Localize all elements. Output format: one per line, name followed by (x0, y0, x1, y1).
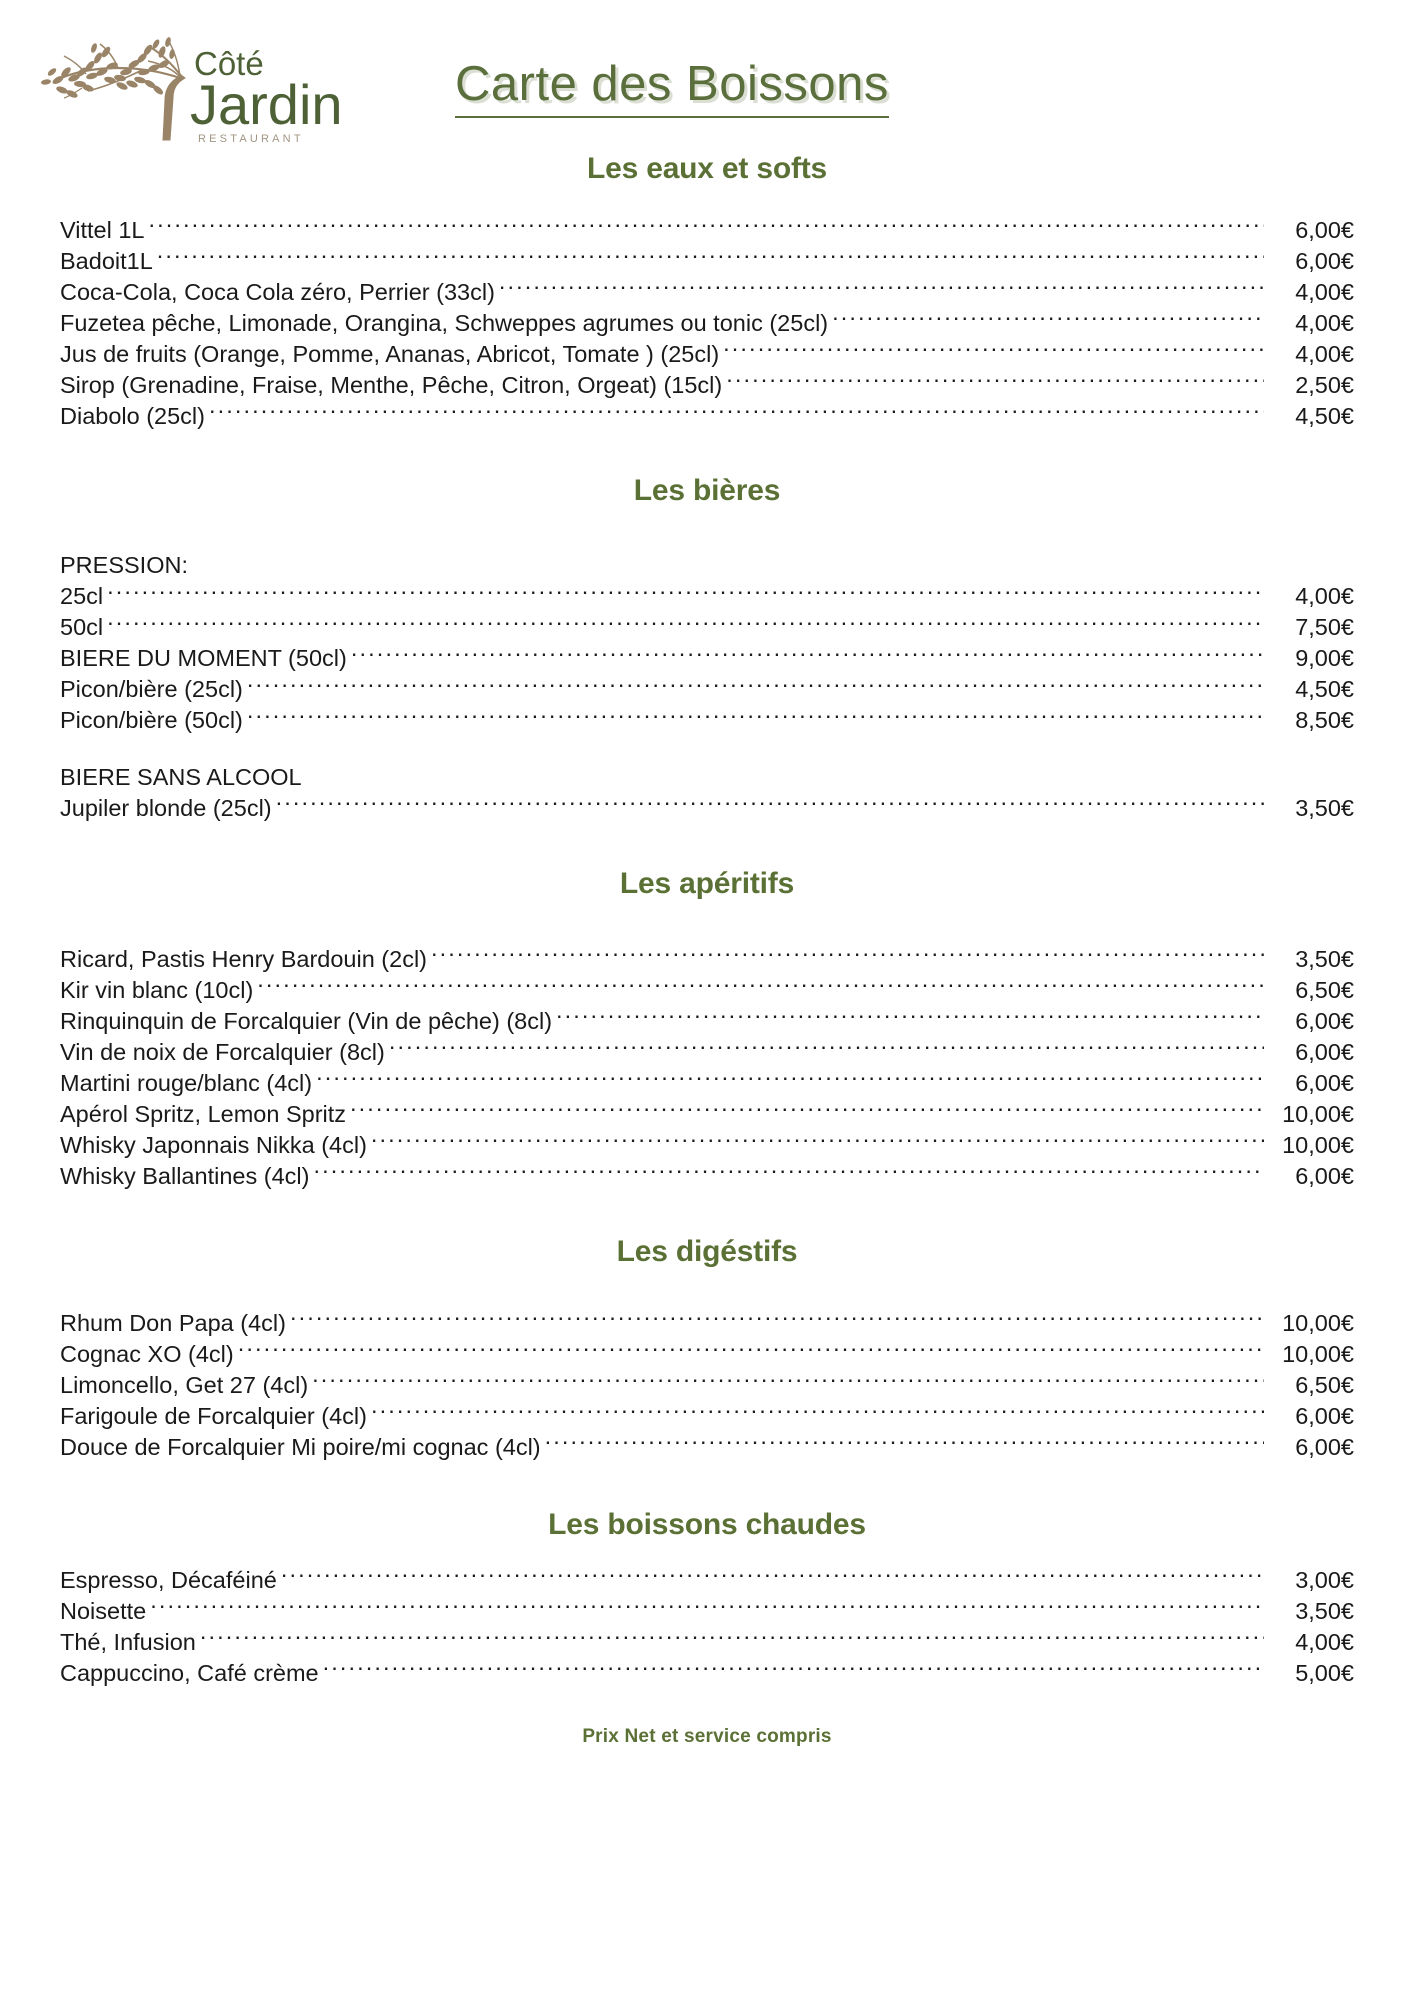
item-price: 3,50€ (1295, 1597, 1354, 1624)
menu-row (60, 1595, 1354, 1626)
dot-leader (431, 943, 1264, 967)
item-name: Vin de noix de Forcalquier (8cl) (60, 1038, 385, 1065)
page-title: Carte des Boissons (455, 56, 889, 118)
item-price: 3,50€ (1295, 794, 1354, 821)
dot-leader (545, 1431, 1264, 1455)
section-bieres (0, 474, 1414, 823)
dot-leader (313, 1160, 1264, 1184)
item-name: Fuzetea pêche, Limonade, Orangina, Schweppes agrumes ou tonic (25cl) (60, 309, 829, 336)
menu-row (60, 643, 1354, 674)
item-name: Limoncello, Get 27 (4cl) (60, 1371, 309, 1398)
section-items (0, 1564, 1414, 1688)
menu-row (60, 612, 1354, 643)
item-name: Jupiler blonde (25cl) (60, 794, 272, 821)
menu-row (60, 674, 1354, 705)
dot-leader (149, 214, 1265, 238)
spacer (60, 736, 1354, 762)
menu-row (60, 792, 1354, 823)
dot-leader (157, 245, 1264, 269)
item-price: 8,50€ (1295, 707, 1354, 733)
dot-leader (276, 792, 1264, 816)
brand-subtitle: RESTAURANT (198, 133, 304, 145)
dot-leader (107, 612, 1264, 636)
item-name: Picon/bière (50cl) (60, 707, 243, 733)
item-name: Ricard, Pastis Henry Bardouin (2cl) (60, 945, 427, 972)
menu-row (60, 1626, 1354, 1657)
menu-row (60, 1005, 1354, 1036)
dot-leader (499, 276, 1264, 300)
item-price: 6,50€ (1295, 1371, 1354, 1398)
item-name: Jus de fruits (Orange, Pomme, Ananas, Abricot, Tomate ) (25cl) (60, 340, 720, 367)
section-eaux-et-softs (0, 152, 1414, 431)
menu-row (60, 276, 1354, 307)
item-price: 10,00€ (1282, 1340, 1354, 1367)
menu-row (60, 1098, 1354, 1129)
dot-leader (371, 1129, 1264, 1153)
item-name: Kir vin blanc (10cl) (60, 976, 254, 1003)
dot-leader (150, 1595, 1264, 1619)
dot-leader (238, 1338, 1264, 1362)
section-items (0, 943, 1414, 1191)
menu-row (60, 1129, 1354, 1160)
item-name: 50cl (60, 614, 104, 640)
dot-leader (281, 1564, 1264, 1588)
item-price: 6,00€ (1295, 216, 1354, 243)
section-items (0, 550, 1414, 823)
dot-leader (726, 369, 1264, 393)
item-price: 6,00€ (1295, 1069, 1354, 1096)
item-name: Thé, Infusion (60, 1628, 196, 1655)
item-name: Vittel 1L (60, 216, 145, 243)
subsection-heading-sans-alcool: BIERE SANS ALCOOL (60, 763, 302, 790)
dot-leader (247, 705, 1264, 729)
dot-leader (556, 1005, 1264, 1029)
section-aperitifs (0, 867, 1414, 1191)
item-price: 3,50€ (1295, 945, 1354, 972)
item-price: 6,00€ (1295, 1402, 1354, 1429)
dot-leader (316, 1067, 1264, 1091)
item-name: Cognac XO (4cl) (60, 1340, 234, 1367)
item-price: 5,00€ (1295, 1659, 1354, 1686)
menu-row (60, 1036, 1354, 1067)
restaurant-logo (22, 28, 362, 148)
item-name: Farigoule de Forcalquier (4cl) (60, 1402, 367, 1429)
brand-name-small: Côté (194, 45, 264, 82)
item-name: Cappuccino, Café crème (60, 1659, 319, 1686)
item-name: Rinquinquin de Forcalquier (Vin de pêche) (8cl) (60, 1007, 553, 1034)
section-title: Les boissons chaudes (548, 1508, 866, 1541)
dot-leader (323, 1657, 1264, 1681)
item-name: Whisky Japonnais Nikka (4cl) (60, 1131, 367, 1158)
olive-tree-icon (22, 28, 362, 148)
item-price: 7,50€ (1295, 614, 1354, 640)
dot-leader (723, 338, 1264, 362)
menu-row (60, 400, 1354, 431)
dot-leader (312, 1369, 1264, 1393)
dot-leader (350, 1098, 1264, 1122)
menu-row (60, 1369, 1354, 1400)
item-name: Rhum Don Papa (4cl) (60, 1309, 286, 1336)
item-price: 10,00€ (1282, 1309, 1354, 1336)
page-header (0, 0, 1414, 150)
item-name: Badoit1L (60, 247, 153, 274)
brand-name-large: Jardin (190, 73, 343, 136)
item-price: 2,50€ (1295, 371, 1354, 398)
dot-leader (209, 400, 1264, 424)
menu-row (60, 581, 1354, 612)
item-name: Martini rouge/blanc (4cl) (60, 1069, 313, 1096)
dot-leader (257, 974, 1264, 998)
item-price: 4,50€ (1295, 676, 1354, 702)
footer-note: Prix Net et service compris (582, 1726, 832, 1747)
dot-leader (371, 1400, 1264, 1424)
menu-row (60, 1338, 1354, 1369)
item-name: Picon/bière (25cl) (60, 676, 243, 702)
menu-row (60, 1564, 1354, 1595)
menu-row (60, 1067, 1354, 1098)
item-name: Sirop (Grenadine, Fraise, Menthe, Pêche, Citron, Orgeat) (15cl) (60, 371, 723, 398)
menu-row (60, 974, 1354, 1005)
section-title: Les eaux et softs (586, 152, 828, 185)
section-title: Les digéstifs (616, 1235, 798, 1268)
item-name: Coca-Cola, Coca Cola zéro, Perrier (33cl) (60, 278, 495, 305)
item-price: 10,00€ (1282, 1100, 1354, 1127)
dot-leader (290, 1307, 1264, 1331)
menu-row (60, 1657, 1354, 1688)
dot-leader (247, 674, 1264, 698)
menu-row (60, 307, 1354, 338)
item-price: 6,00€ (1295, 1038, 1354, 1065)
item-price: 3,00€ (1295, 1566, 1354, 1593)
dot-leader (107, 581, 1264, 605)
item-name: Espresso, Décaféiné (60, 1566, 277, 1593)
item-price: 4,00€ (1295, 1628, 1354, 1655)
item-price: 6,00€ (1295, 247, 1354, 274)
menu-row (60, 943, 1354, 974)
item-name: Douce de Forcalquier Mi poire/mi cognac (4cl) (60, 1433, 541, 1460)
dot-leader (832, 307, 1264, 331)
menu-row (60, 245, 1354, 276)
menu-row (60, 1400, 1354, 1431)
dot-leader (351, 643, 1264, 667)
section-title: Les apéritifs (619, 867, 795, 900)
menu-row (60, 338, 1354, 369)
item-price: 4,00€ (1295, 340, 1354, 367)
section-items (0, 1307, 1414, 1462)
menu-row (60, 1431, 1354, 1462)
item-price: 4,00€ (1295, 583, 1354, 609)
menu-row (60, 369, 1354, 400)
item-price: 4,00€ (1295, 309, 1354, 336)
menu-row (60, 1307, 1354, 1338)
item-price: 6,00€ (1295, 1162, 1354, 1189)
item-price: 6,50€ (1295, 976, 1354, 1003)
subsection-heading-pression: PRESSION: (60, 552, 188, 578)
menu-row (60, 214, 1354, 245)
item-price: 6,00€ (1295, 1007, 1354, 1034)
section-digestifs (0, 1235, 1414, 1462)
dot-leader (389, 1036, 1264, 1060)
item-name: 25cl (60, 583, 104, 609)
item-price: 10,00€ (1282, 1131, 1354, 1158)
item-name: Whisky Ballantines (4cl) (60, 1162, 310, 1189)
item-price: 4,00€ (1295, 278, 1354, 305)
section-items (0, 214, 1414, 431)
item-name: Diabolo (25cl) (60, 402, 205, 429)
item-price: 9,00€ (1295, 645, 1354, 671)
item-name: Noisette (60, 1597, 147, 1624)
item-price: 6,00€ (1295, 1433, 1354, 1460)
item-price: 4,50€ (1295, 402, 1354, 429)
item-name: Apérol Spritz, Lemon Spritz (60, 1100, 347, 1127)
dot-leader (200, 1626, 1264, 1650)
item-name: BIERE DU MOMENT (50cl) (60, 645, 347, 671)
section-boissons-chaudes (0, 1508, 1414, 1688)
menu-row (60, 705, 1354, 736)
menu-row (60, 1160, 1354, 1191)
section-title: Les bières (633, 474, 781, 507)
